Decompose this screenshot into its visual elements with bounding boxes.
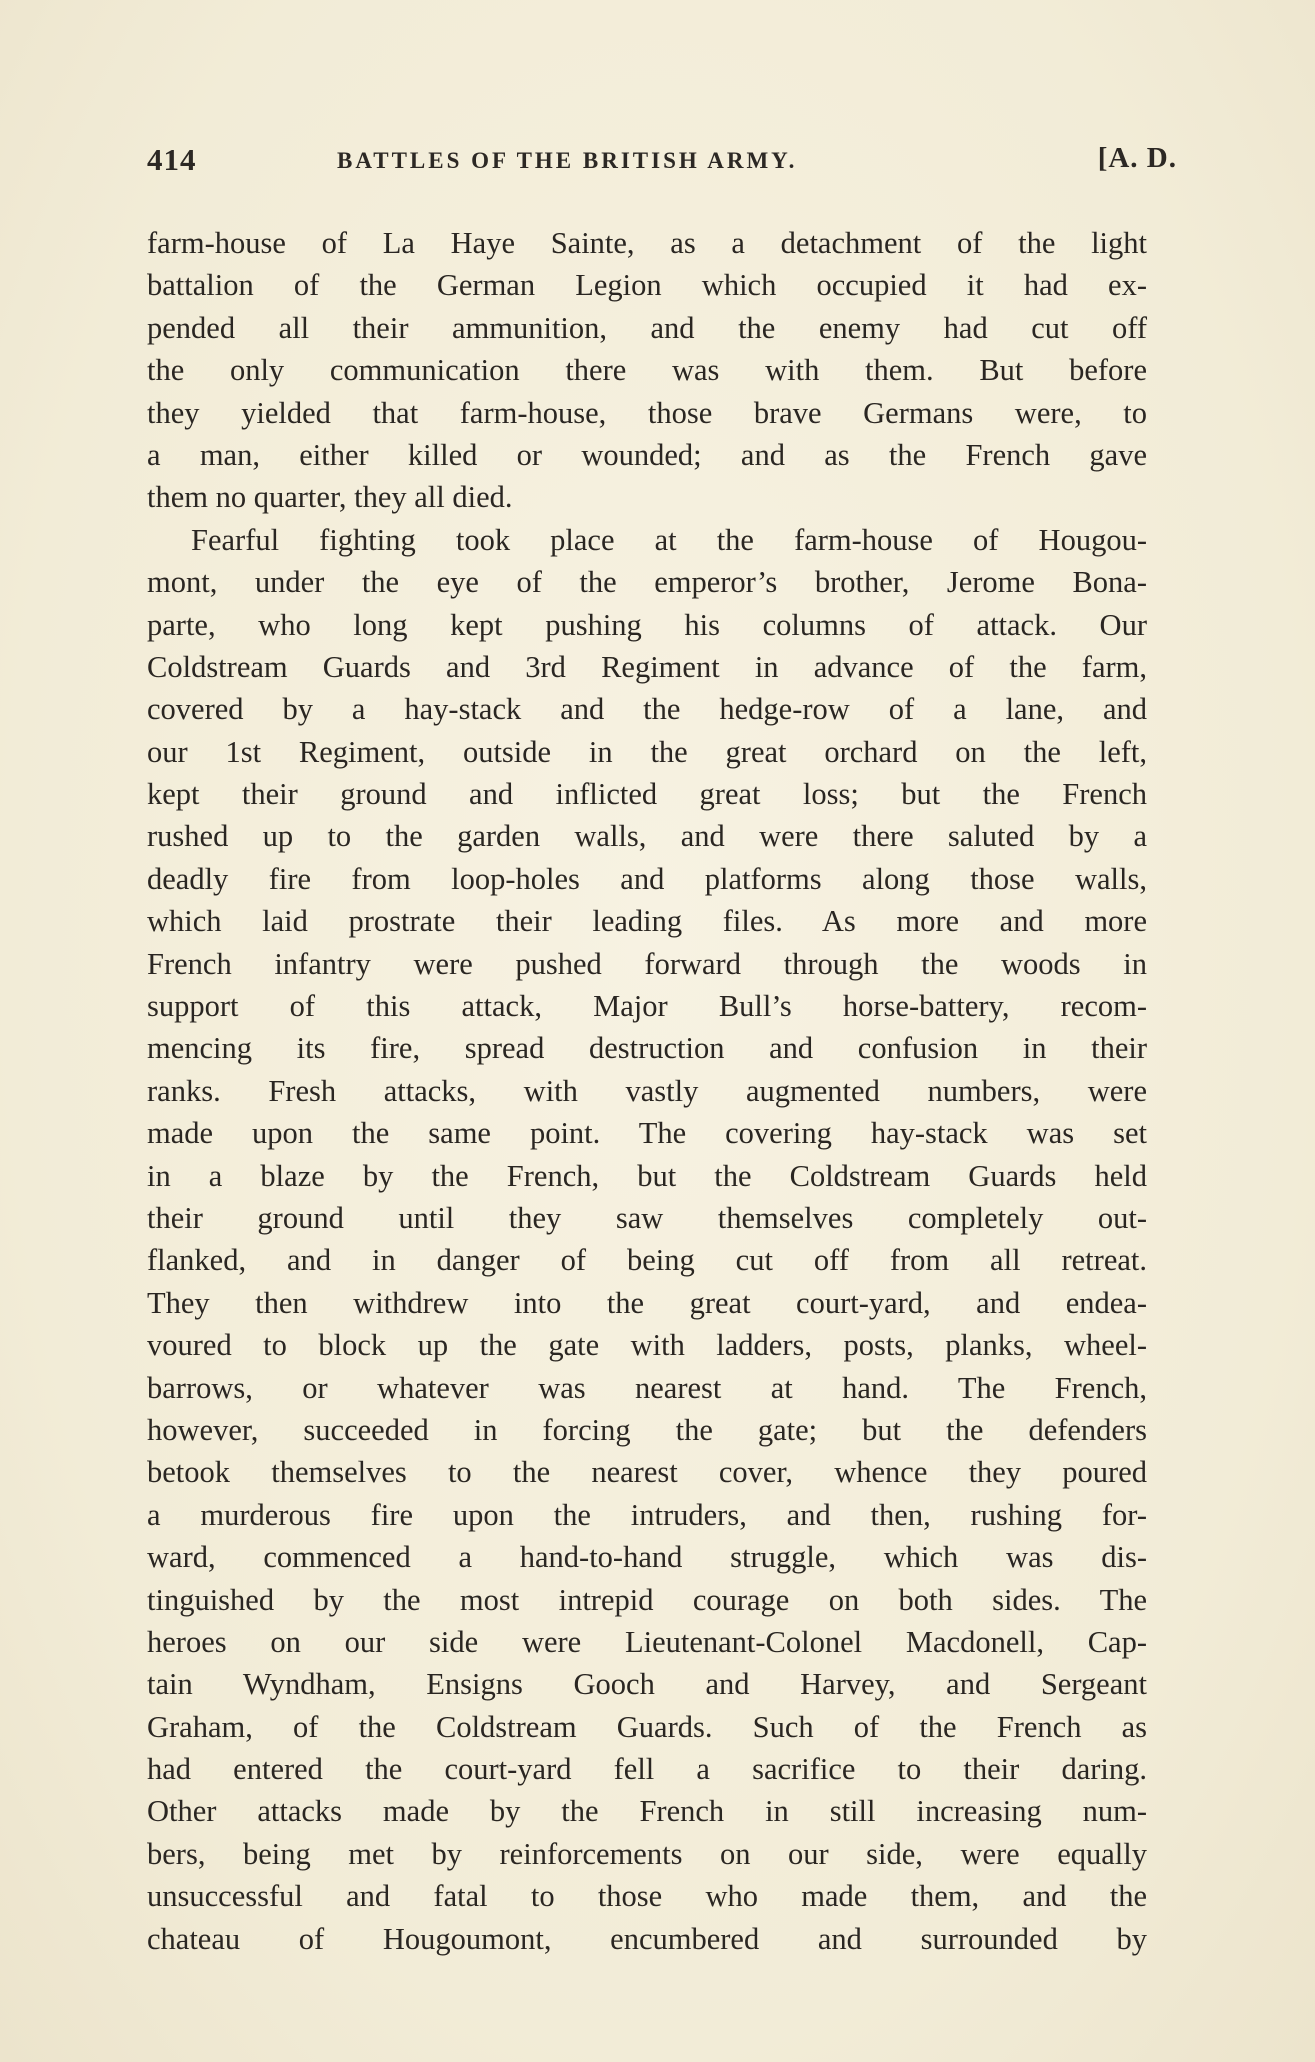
page-number: 414 [147,142,197,177]
text-line: a murderous fire upon the intruders, and then, rushing for- [147,1497,1147,1532]
text-line: support of this attack, Major Bull’s horse-battery, recom- [147,989,1147,1024]
era-marker: [A. D. [1097,142,1177,174]
text-line: Other attacks made by the French in still increasing num- [147,1794,1147,1829]
text-line: heroes on our side were Lieutenant-Colonel Macdonell, Cap- [147,1624,1147,1659]
text-line: farm-house of La Haye Sainte, as a detachment of the light [147,226,1147,260]
text-line: they yielded that farm-house, those brave Germans were, to [147,395,1147,430]
text-line: covered by a hay-stack and the hedge-row of a lane, and [147,692,1147,727]
text-line: the only communication there was with them. But before [147,353,1147,388]
text-line: French infantry were pushed forward through the woods in [147,946,1147,981]
text-line: voured to block up the gate with ladders, posts, planks, wheel- [147,1328,1147,1363]
text-line: betook themselves to the nearest cover, whence they poured [147,1455,1147,1490]
text-line: Fearful fighting took place at the farm-house of Hougou- [191,522,1147,557]
text-line: Graham, of the Coldstream Guards. Such of the French as [147,1709,1147,1744]
text-line: which laid prostrate their leading files. As more and more [147,904,1147,939]
text-line: chateau of Hougoumont, encumbered and surrounded by [147,1921,1147,1956]
text-line: ward, commenced a hand-to-hand struggle, which was dis- [147,1540,1147,1575]
text-line: pended all their ammunition, and the enemy had cut off [147,310,1147,345]
text-line: a man, either killed or wounded; and as the French gave [147,437,1147,472]
text-line: barrows, or whatever was nearest at hand. The French, [147,1370,1147,1405]
text-line: made upon the same point. The covering hay-stack was set [147,1116,1147,1151]
text-line: their ground until they saw themselves completely out- [147,1200,1147,1235]
text-line: parte, who long kept pushing his columns of attack. Our [147,607,1147,642]
text-line: flanked, and in danger of being cut off from all retreat. [147,1243,1147,1278]
text-line: however, succeeded in forcing the gate; but the defenders [147,1412,1147,1447]
text-line: in a blaze by the French, but the Coldstream Guards held [147,1158,1147,1193]
text-line: bers, being met by reinforcements on our side, were equally [147,1836,1147,1871]
text-line: had entered the court-yard fell a sacrifice to their daring. [147,1752,1147,1787]
text-line: They then withdrew into the great court-yard, and endea- [147,1285,1147,1320]
text-line: kept their ground and inflicted great loss; but the French [147,777,1147,812]
body-text [147,222,1147,1960]
text-line: battalion of the German Legion which occupied it had ex- [147,268,1147,303]
text-line: rushed up to the garden walls, and were there saluted by a [147,819,1147,854]
text-line: tain Wyndham, Ensigns Gooch and Harvey, and Sergeant [147,1667,1147,1702]
text-line: our 1st Regiment, outside in the great orchard on the left, [147,734,1147,769]
text-line: mont, under the eye of the emperor’s brother, Jerome Bona- [147,565,1147,600]
text-line: unsuccessful and fatal to those who made them, and the [147,1879,1147,1914]
text-line: ranks. Fresh attacks, with vastly augmented numbers, were [147,1073,1147,1108]
text-line: mencing its fire, spread destruction and confusion in their [147,1031,1147,1066]
running-title: BATTLES OF THE BRITISH ARMY. [337,148,798,173]
text-line: tinguished by the most intrepid courage on both sides. The [147,1582,1147,1617]
page-header [147,142,1177,182]
text-line: Coldstream Guards and 3rd Regiment in advance of the farm, [147,649,1147,684]
text-line: deadly fire from loop-holes and platforms along those walls, [147,861,1147,896]
text-line: them no quarter, they all died. [147,480,513,515]
